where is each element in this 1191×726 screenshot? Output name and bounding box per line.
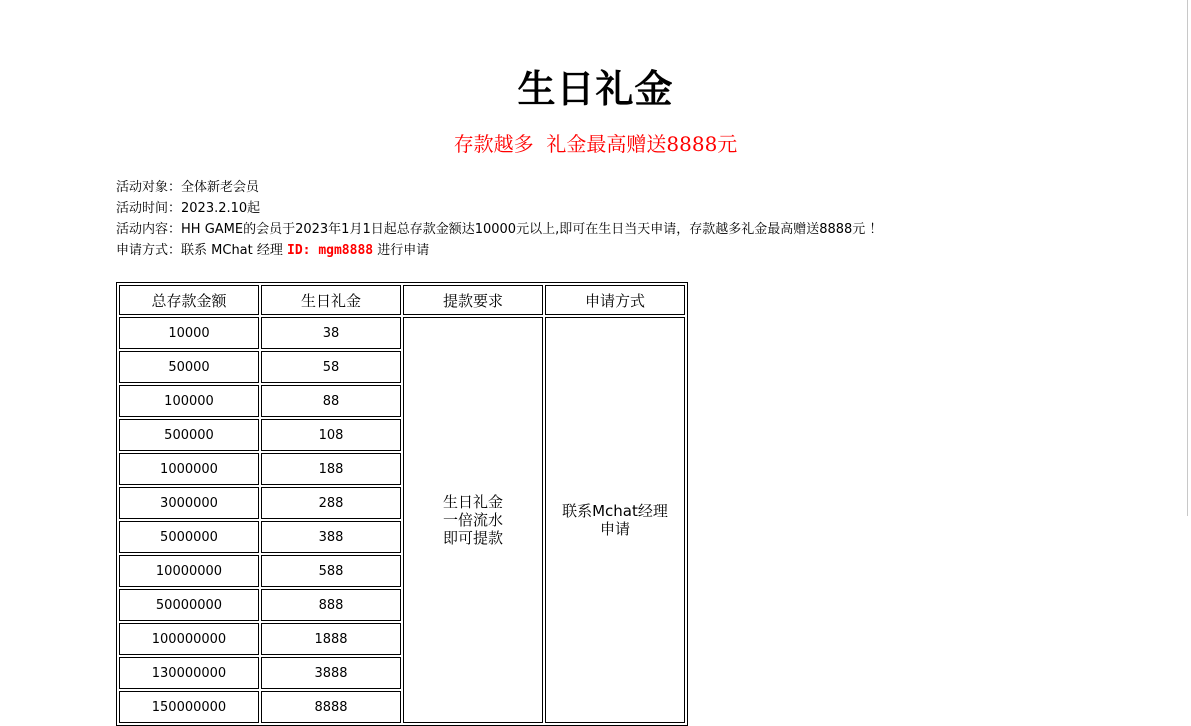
deposit-cell: 50000000 <box>119 589 259 621</box>
bonus-cell: 88 <box>261 385 401 417</box>
info-target-label: 活动对象： <box>116 180 182 195</box>
info-method-pre: 联系 MChat 经理 <box>181 243 288 258</box>
info-target <box>116 177 882 198</box>
promo-info <box>116 177 882 261</box>
bonus-cell: 288 <box>261 487 401 519</box>
deposit-cell: 100000000 <box>119 623 259 655</box>
header-withdrawal: 提款要求 <box>403 285 543 315</box>
bonus-cell: 1888 <box>261 623 401 655</box>
rewards-table <box>116 282 688 726</box>
bonus-cell: 188 <box>261 453 401 485</box>
deposit-cell: 5000000 <box>119 521 259 553</box>
header-method: 申请方式 <box>545 285 685 315</box>
bonus-cell: 888 <box>261 589 401 621</box>
deposit-cell: 1000000 <box>119 453 259 485</box>
table-row <box>119 317 685 349</box>
deposit-cell: 100000 <box>119 385 259 417</box>
bonus-cell: 3888 <box>261 657 401 689</box>
bonus-cell: 108 <box>261 419 401 451</box>
info-time-value: 2023.2.10起 <box>181 201 261 216</box>
info-target-value: 全体新老会员 <box>181 180 260 195</box>
header-deposit: 总存款金额 <box>119 285 259 315</box>
deposit-cell: 3000000 <box>119 487 259 519</box>
manager-id: ID: mgm8888 <box>287 243 374 258</box>
withdrawal-requirement-cell <box>403 317 543 723</box>
withdrawal-requirement-text: 生日礼金一倍流水即可提款 <box>442 493 503 547</box>
bonus-cell: 588 <box>261 555 401 587</box>
page-title: 生日礼金 <box>517 67 674 111</box>
info-method <box>116 240 882 261</box>
table-header-row <box>119 285 685 315</box>
deposit-cell: 50000 <box>119 351 259 383</box>
deposit-cell: 150000000 <box>119 691 259 723</box>
deposit-cell: 500000 <box>119 419 259 451</box>
bonus-cell: 58 <box>261 351 401 383</box>
info-method-post: 进行申请 <box>373 243 430 258</box>
info-content-value: HH GAME的会员于2023年1月1日起总存款金额达10000元以上,即可在生日当天申请，存款越多礼金最高赠送8888元 ！ <box>181 222 883 237</box>
info-method-label: 申请方式： <box>116 243 182 258</box>
info-time <box>116 198 882 219</box>
application-method-cell <box>545 317 685 723</box>
application-method-text: 联系Mchat经理申请 <box>562 502 668 538</box>
bonus-cell: 38 <box>261 317 401 349</box>
info-content <box>116 219 882 240</box>
info-time-label: 活动时间： <box>116 201 182 216</box>
deposit-cell: 10000000 <box>119 555 259 587</box>
deposit-cell: 10000 <box>119 317 259 349</box>
bonus-cell: 388 <box>261 521 401 553</box>
page-subtitle: 存款越多 礼金最高赠送8888元 <box>453 132 738 156</box>
info-content-label: 活动内容： <box>116 222 182 237</box>
bonus-cell: 8888 <box>261 691 401 723</box>
header-bonus: 生日礼金 <box>261 285 401 315</box>
deposit-cell: 130000000 <box>119 657 259 689</box>
